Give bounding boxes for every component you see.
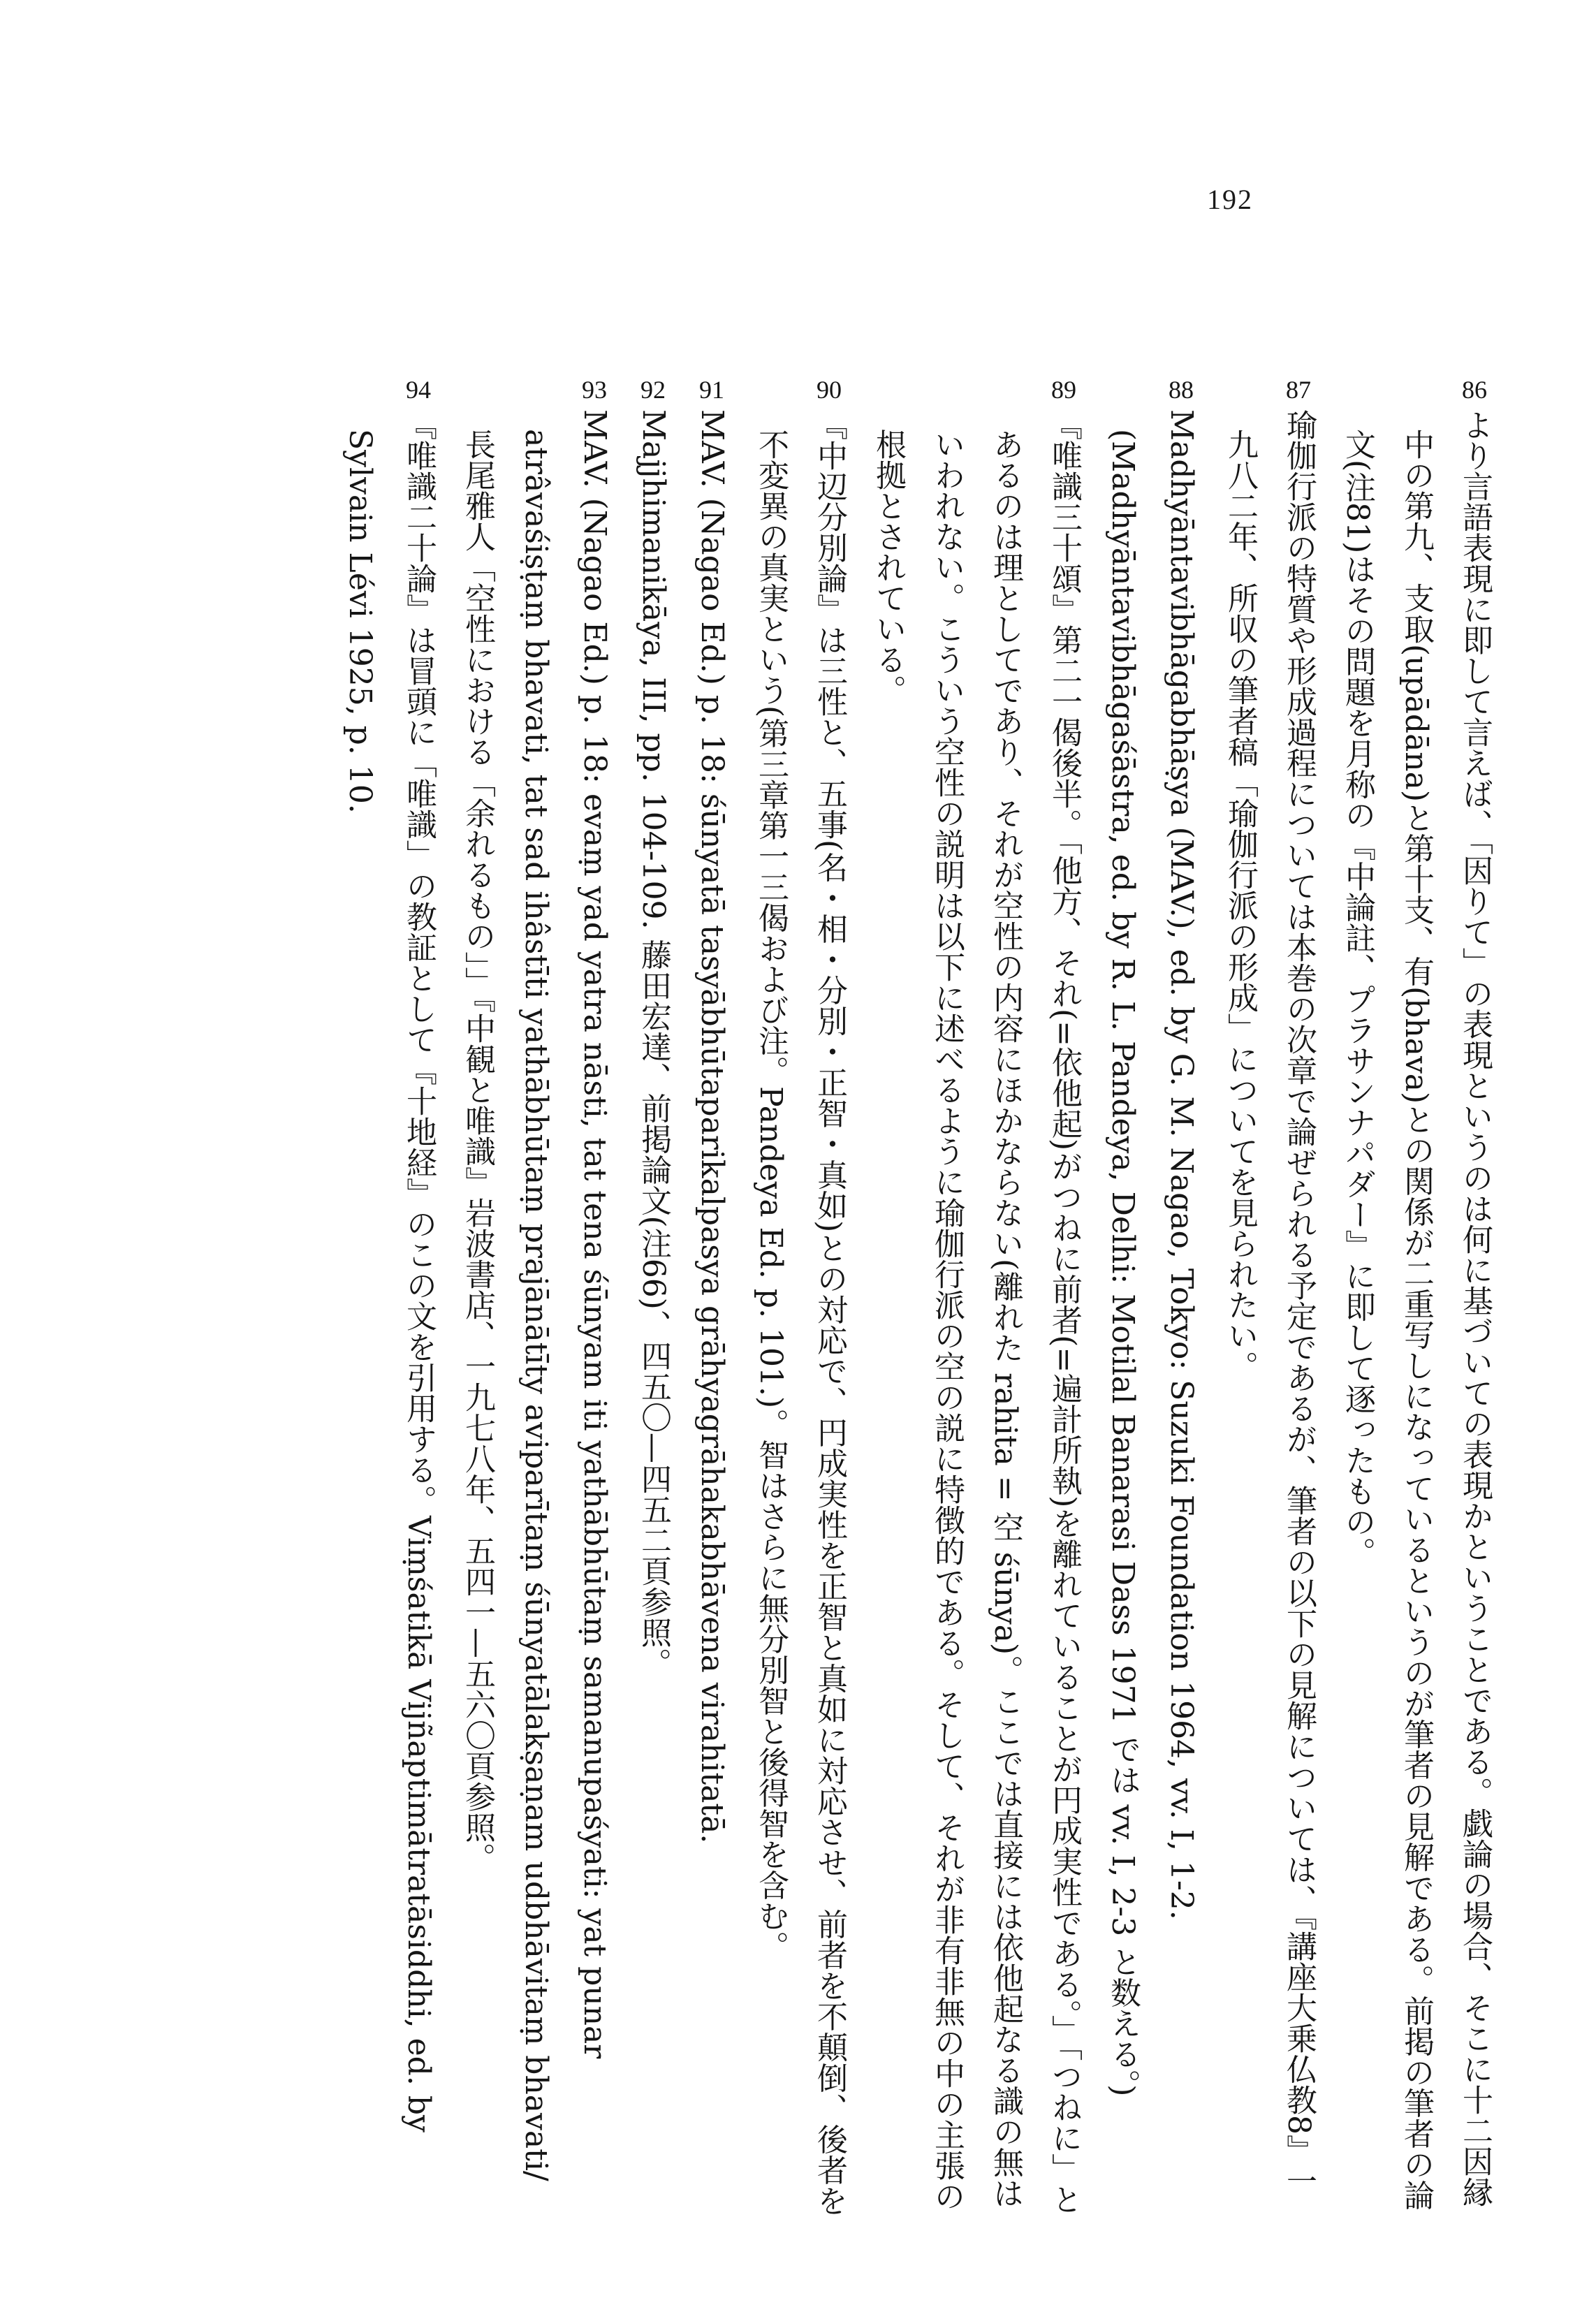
- note-89: [858, 377, 1093, 2221]
- note-text: MAV. (Nagao Ed.) p. 18: evaṃ yad yatra nāsti, tat tena śūnyam iti yathābhūtaṃ samanupaśyati: yat punar atrâvaśiṣṭaṃ bhavati, tat sad ihâstīti yathābhūtaṃ prajānātīty aviparītaṃ śūnyatālakṣaṇam udbhāvitaṃ bhavati/ 長尾雅人「空性における「余れるもの」」『中観と唯識』岩波書店、一九七八年、五四一—五六〇頁参照。: [460, 409, 613, 2181]
- page-number: 192: [1207, 184, 1253, 215]
- note-text: より言語表現に即して言えば、「因りて」の表現というのは何に基づいての表現かということである。戯論の場合、そこに十二因縁中の第九、支取(upādāna)と第十支、有(bhava)との関係が二重写しになっているというのが筆者の見解である。前掲の筆者の論文(注81)はその問題を月称の『中論註、プラサンナパダー』に即して逐ったもの。: [1340, 409, 1493, 2211]
- note-92: [624, 377, 682, 2221]
- note-number: 88: [1169, 377, 1194, 402]
- note-text: MAV. (Nagao Ed.) p. 18: śūnyatā tasyābhūtaparikalpasya grāhyagrāhakabhāvena virahitatā.: [694, 409, 730, 1844]
- note-91: [682, 377, 741, 2221]
- note-90: [741, 377, 858, 2221]
- note-number: 93: [582, 377, 607, 402]
- note-number: 90: [817, 377, 842, 402]
- note-86: [1328, 377, 1504, 2221]
- note-number: 94: [406, 377, 431, 402]
- note-text: Madhyāntavibhāgabhāṣya (MAV.), ed. by G. M. Nagao, Tokyo: Suzuki Foundation 1964, vv. I, 1-2. (Madhyāntavibhāgaśāstra, ed. by R. L. Pandeya, Delhi: Motilal Banarasi Dass 1971 では vv. I, 2-3 と数える。): [1105, 409, 1199, 2097]
- note-text: 『唯識二十論』は冒頭に「唯識」の教証として『十地経』のこの文を引用する。Viṃśatikā Vijñaptimātratāsiddhi, ed. by Sylvain Lévi 1925, p. 10.: [342, 409, 437, 2132]
- note-number: 87: [1286, 377, 1311, 402]
- note-number: 92: [640, 377, 666, 402]
- note-text: Majjhimanikāya, III, pp. 104-109. 藤田宏達、前掲論文(注66)、四五〇—四五二頁参照。: [636, 409, 671, 1678]
- note-text: 『中辺分別論』は三性と、五事(名・相・分別・正智・真如)との対応で、円成実性を正智と真如に対応させ、前者を不顛倒、後者を不変異の真実という(第三章第一三偈および注。Pandeya Ed. p. 101.)。智はさらに無分別智と後得智を含む。: [753, 409, 847, 2216]
- note-number: 89: [1051, 377, 1076, 402]
- note-88: [1093, 377, 1210, 2221]
- note-87: [1210, 377, 1328, 2221]
- note-text: 『唯識三十頌』第二一偈後半。「他方、それ(=依他起)がつねに前者(=遍計所執)を離れていることが円成実性である。」「つねに」とあるのは理としてであり、それが空性の内容にほかならない(離れた rahita = 空 śūnya)。ここでは直接には依他起なる識の無はいわれない。こういう空性の説明は以下に述べるように瑜伽行派の空の説に特徴的である。そして、それが非有非無の中の主張の根拠とされている。: [870, 409, 1082, 2215]
- note-text: 瑜伽行派の特質や形成過程については本巻の次章で論ぜられる予定であるが、筆者の以下の見解については、『講座大乗仏教8』一九八二年、所収の筆者稿「瑜伽行派の形成」についてを見られたい。: [1222, 409, 1317, 2196]
- note-94: [330, 377, 448, 2221]
- endnotes: [72, 377, 1504, 2221]
- note-93: [448, 377, 624, 2221]
- note-number: 91: [699, 377, 724, 402]
- note-number: 86: [1462, 377, 1487, 402]
